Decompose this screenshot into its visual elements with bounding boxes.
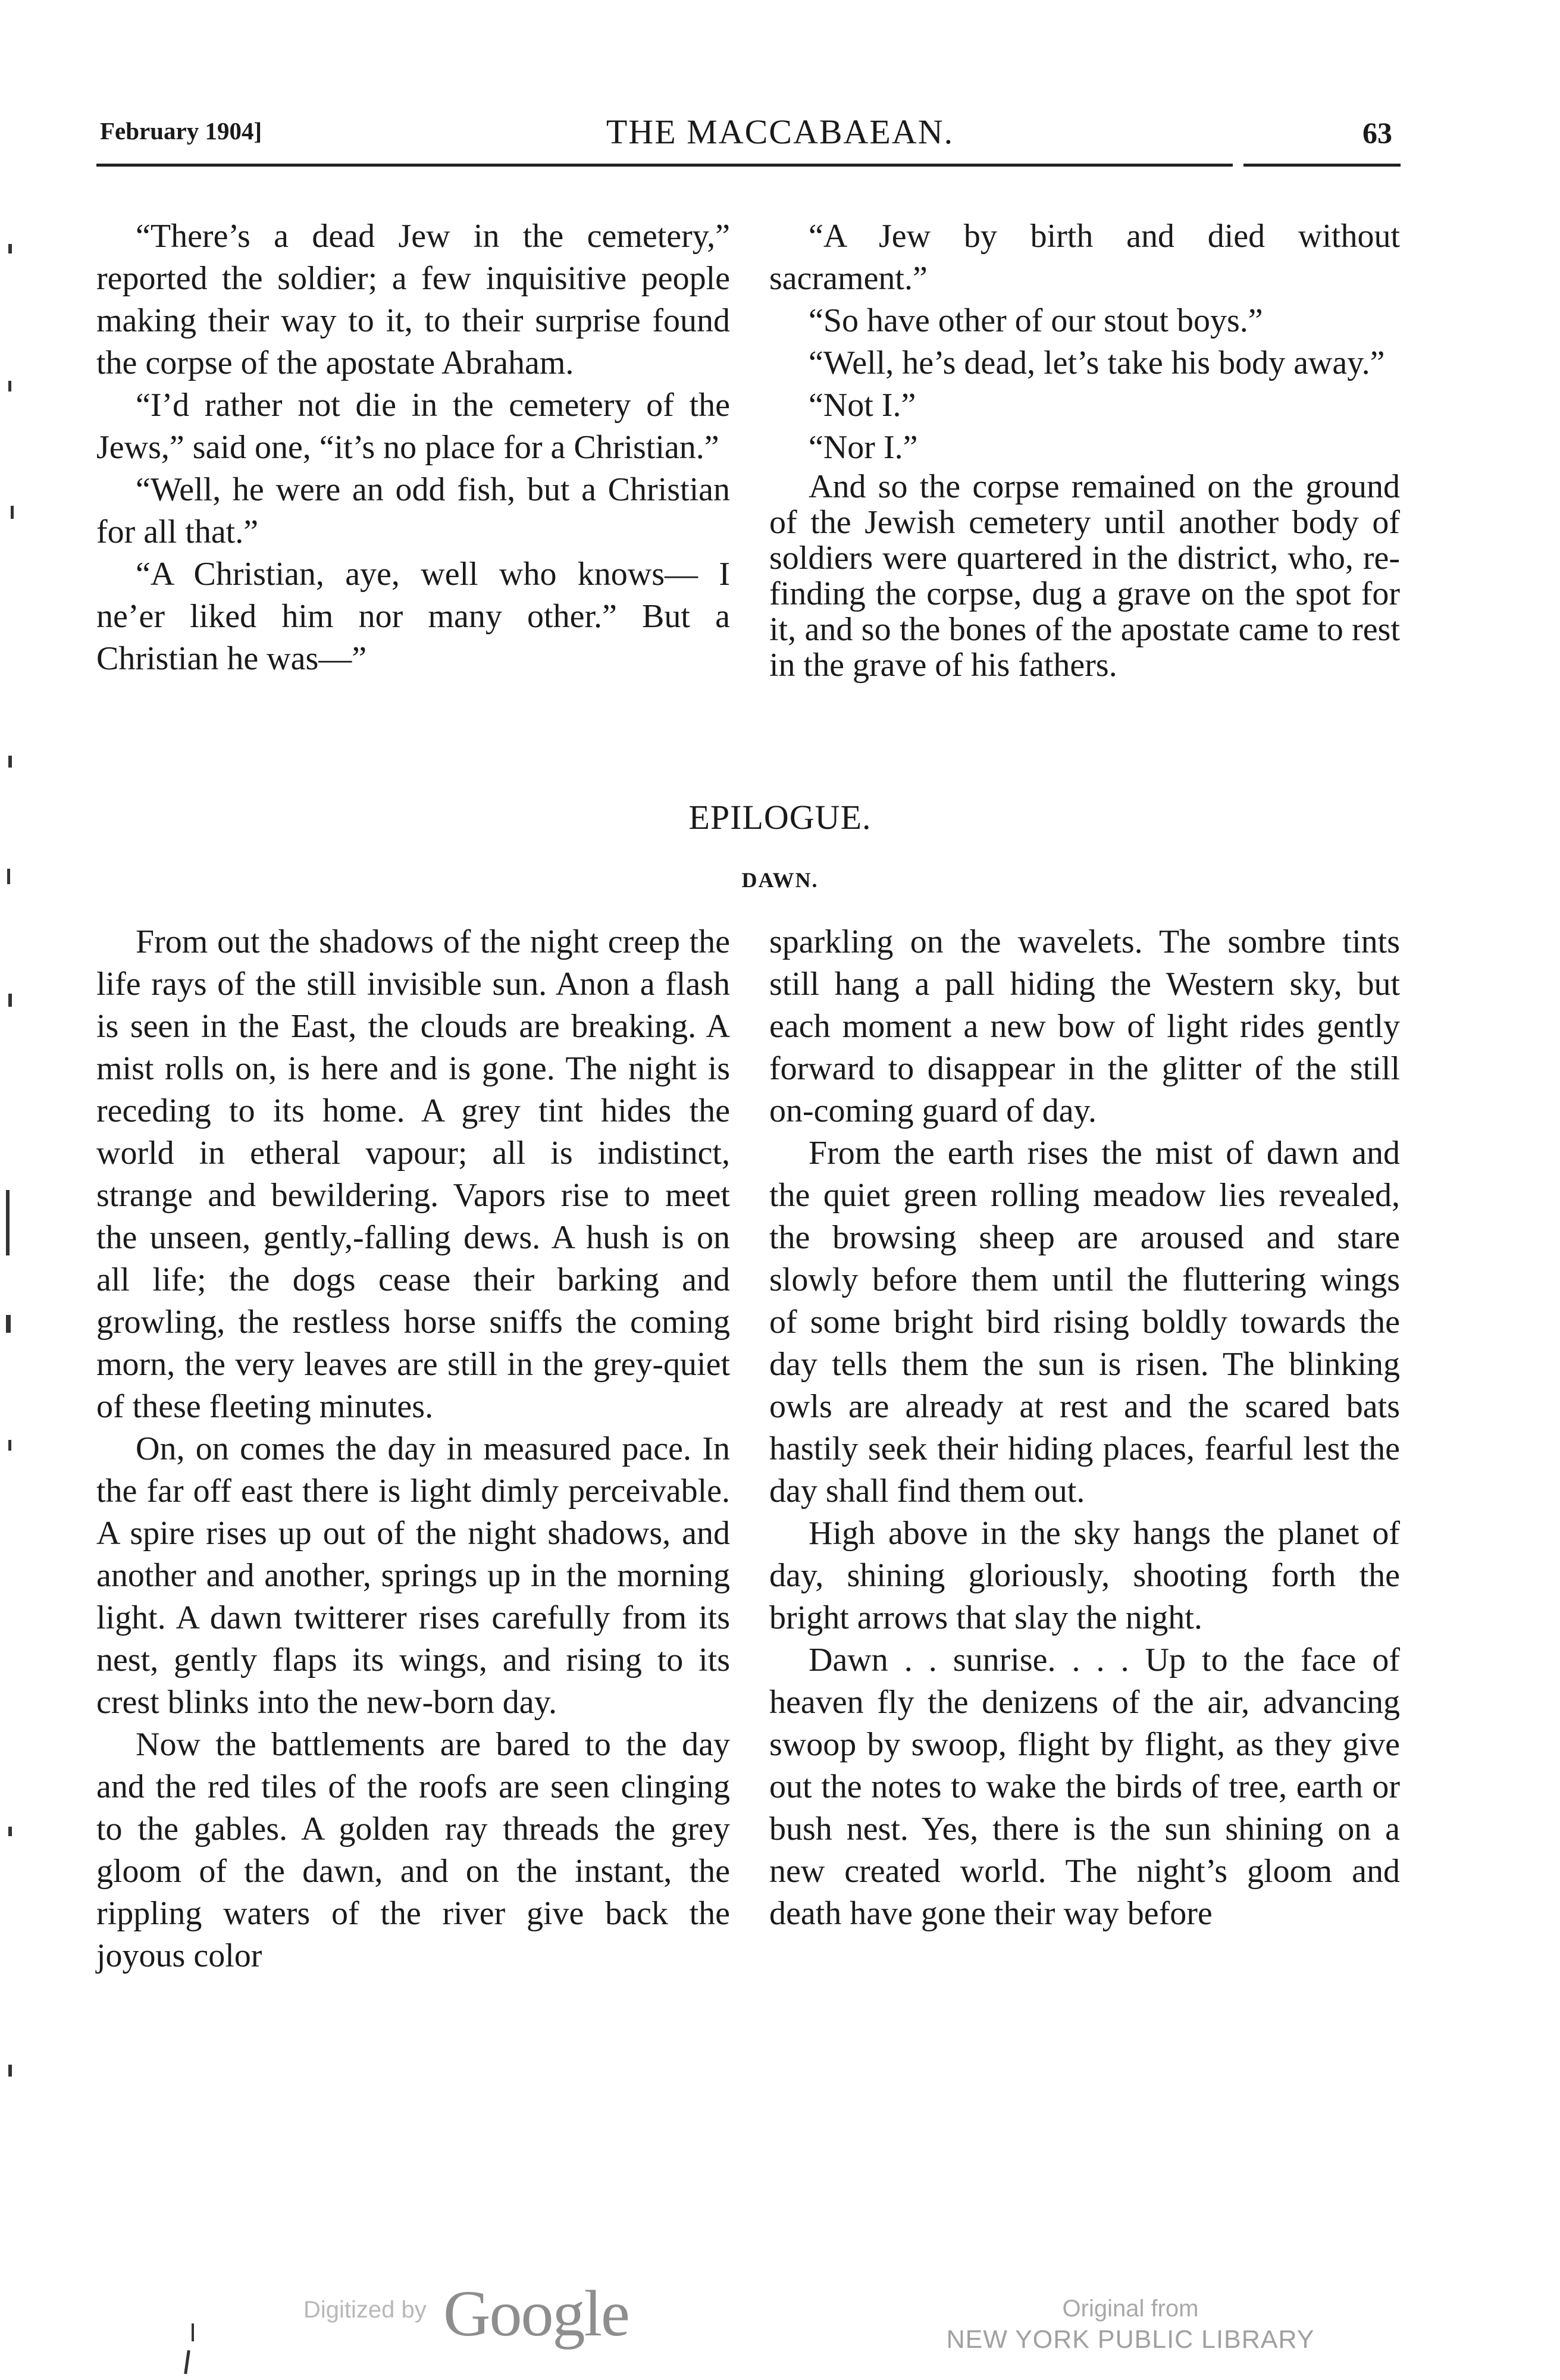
scan-speck (6, 1315, 11, 1333)
scan-speck (192, 2323, 194, 2341)
scan-speck (7, 869, 10, 884)
scan-speck (8, 1440, 11, 1451)
bottom-right-column (769, 921, 1400, 1935)
top-left-column (96, 215, 730, 680)
paragraph: From the earth rises the mist of dawn and the quiet green rolling meadow lies revealed, the browsing sheep are aroused and stare slowly before them until the fluttering wings of some bright bird rising boldly towards the day tells them the sun is risen. The blinking owls are already at rest and the scared bats hastily seek their hiding places, fearful lest the day shall find them out. (769, 1135, 1400, 1510)
epilogue-subtitle: DAWN. (741, 868, 819, 892)
scan-speck (8, 994, 12, 1007)
digitized-by-label: Digitized by (303, 2297, 427, 2323)
scan-speck (8, 2065, 12, 2077)
paragraph: “There’s a dead Jew in the cemetery,” reported the soldier; a few inquisitive people making their way to it, to their surprise found the corpse of the apostate Abraham. (96, 218, 730, 381)
paragraph: “Well, he’s dead, let’s take his body away.” (809, 345, 1385, 381)
paragraph: “I’d rather not die in the cemetery of the Jews,” said one, “it’s no place for a Christian.” (96, 387, 730, 466)
paragraph: Now the battlements are bared to the day and the red tiles of the roofs are seen clinging to the gables. A golden ray threads the grey gloom of the dawn, and on the instant, the rippling waters of the river give back the joyous color (96, 1726, 730, 1974)
header-rule-right (1243, 164, 1401, 167)
top-right-column (769, 215, 1400, 683)
paragraph: “Nor I.” (809, 429, 918, 466)
epilogue-title: EPILOGUE. (688, 798, 872, 837)
header-page-number: 63 (1362, 116, 1392, 149)
scan-speck (8, 1827, 12, 1836)
paragraph: And so the corpse remained on the ground of the Jewish cemetery until another body of soldiers were quartered in the district, who, re-finding the corpse, dug a grave on the spot for it, and so the bones of the apostate came to rest in the grave of his fathers. (769, 468, 1400, 684)
library-name: NEW YORK PUBLIC LIBRARY (946, 2325, 1315, 2354)
original-from-label: Original from (1062, 2296, 1199, 2322)
scan-speck (8, 244, 12, 253)
scan-speck (6, 1190, 10, 1255)
paragraph: High above in the sky hangs the planet of day, shining gloriously, shooting forth the bright arrows that slay the night. (769, 1515, 1400, 1636)
paragraph: “Not I.” (809, 387, 916, 424)
scan-speck (8, 756, 12, 768)
paragraph: sparkling on the wavelets. The sombre tints still hang a pall hiding the Western sky, but each moment a new bow of light rides gently forward to disappear in the glitter of the still on-coming guard of day. (769, 923, 1400, 1129)
header-title: THE MACCABAEAN. (606, 112, 954, 151)
scan-speck (8, 381, 11, 392)
paragraph: “A Christian, aye, well who knows— I ne’er liked him nor many other.” But a Christian he was—” (96, 556, 730, 677)
paragraph: From out the shadows of the night creep the life rays of the still invisible sun. Anon a flash is seen in the East, the clouds are breaking. A mist rolls on, is here and is gone. The night is receding to its home. A grey tint hides the world in etheral vapour; all is indistinct, strange and bewildering. Vapors rise to meet the unseen, gently,-falling dews. A hush is on all life; the dogs cease their barking and growling, the restless horse sniffs the coming morn, the very leaves are still in the grey-quiet of these fleeting minutes. (96, 923, 730, 1425)
paragraph: “Well, he were an odd fish, but a Christian for all that.” (96, 471, 730, 550)
scan-speck (11, 506, 14, 519)
scan-speck (184, 2350, 190, 2374)
bottom-left-column (96, 921, 730, 1977)
paragraph: On, on comes the day in measured pace. In the far off east there is light dimly perceivable. A spire rises up out of the night shadows, and another and another, springs up in the morning light. A dawn twitterer rises carefully from its nest, gently flaps its wings, and rising to its crest blinks into the new-born day. (96, 1430, 730, 1721)
google-logo-text: Google (443, 2277, 629, 2350)
paragraph: “So have other of our stout boys.” (809, 302, 1263, 339)
header-rule (96, 164, 1233, 167)
paragraph: “A Jew by birth and died without sacrament.” (769, 218, 1400, 297)
header-date: February 1904] (100, 117, 262, 145)
paragraph: Dawn . . sunrise. . . . Up to the face of heaven fly the denizens of the air, advancing swoop by swoop, flight by flight, as they give out the notes to wake the birds of tree, earth or bush nest. Yes, there is the sun shining on a new created world. The night’s gloom and death have gone their way before (769, 1642, 1400, 1932)
